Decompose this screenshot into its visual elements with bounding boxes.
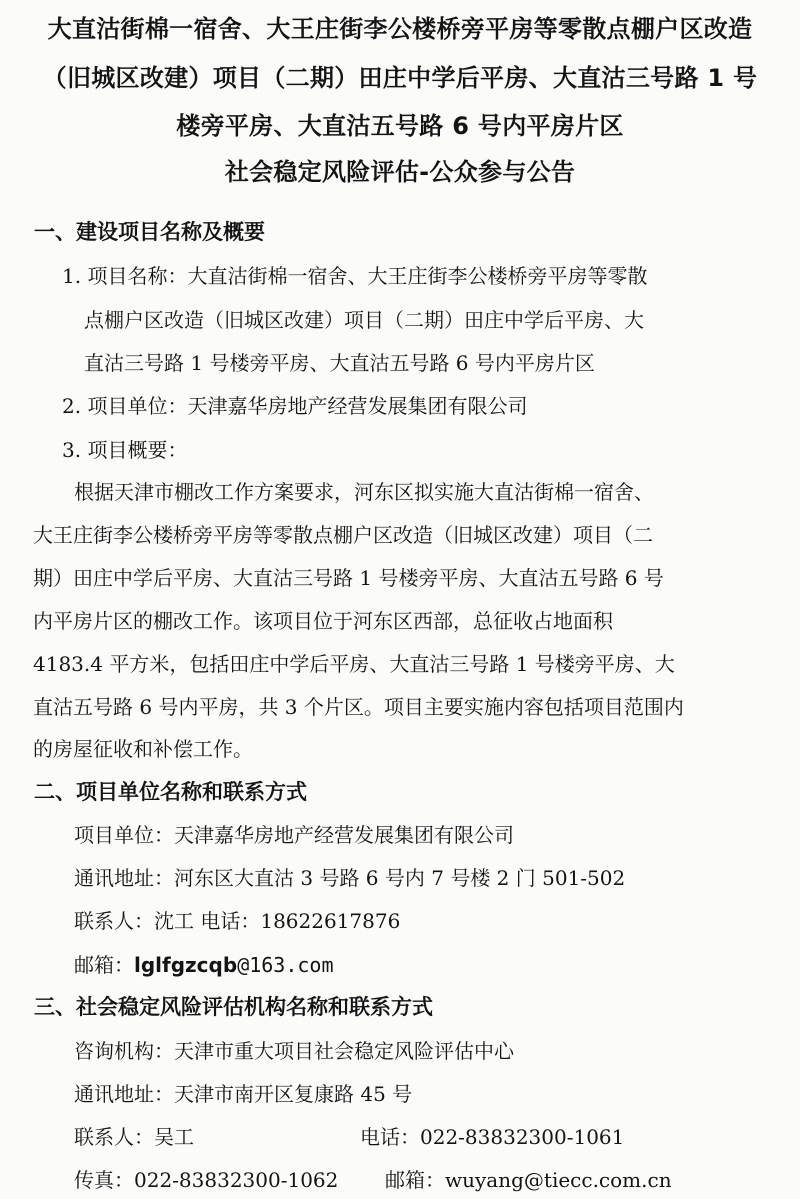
summary-line-4: 内平房片区的棚改工作。该项目位于河东区西部，总征收占地面积 <box>33 609 613 633</box>
title-line-4: 社会稳定风险评估-公众参与公告 <box>224 158 576 186</box>
summary-line-7: 的房屋征收和补偿工作。 <box>33 737 253 761</box>
agency-phone: 电话：022-83832300-1061 <box>360 1125 625 1149</box>
section-3-heading: 三、社会稳定风险评估机构名称和联系方式 <box>34 995 433 1019</box>
section-2-heading: 二、项目单位名称和联系方式 <box>34 780 307 804</box>
summary-line-1: 根据天津市棚改工作方案要求，河东区拟实施大直沽街棉一宿舍、 <box>74 480 654 504</box>
agency-contact: 联系人：吴工 <box>74 1125 194 1149</box>
agency-name: 咨询机构：天津市重大项目社会稳定风险评估中心 <box>74 1039 514 1063</box>
item-3: 3. 项目概要： <box>62 438 188 462</box>
item-1-line-2: 点棚户区改造（旧城区改建）项目（二期）田庄中学后平房、大 <box>84 308 644 332</box>
unit-email <box>74 951 334 979</box>
summary-line-5: 4183.4 平方米，包括田庄中学后平房、大直沽三号路 1 号楼旁平房、大 <box>33 652 675 676</box>
summary-line-3: 期）田庄中学后平房、大直沽三号路 1 号楼旁平房、大直沽五号路 6 号 <box>33 566 664 590</box>
item-1-line-3: 直沽三号路 1 号楼旁平房、大直沽五号路 6 号内平房片区 <box>84 351 595 375</box>
unit-address <box>74 864 625 892</box>
item-1-line-1: 1. 项目名称：大直沽街棉一宿舍、大王庄街李公楼桥旁平房等零散 <box>62 264 648 288</box>
project-unit: 项目单位：天津嘉华房地产经营发展集团有限公司 <box>74 823 514 847</box>
title-line-1: 大直沽街棉一宿舍、大王庄街李公楼桥旁平房等零散点棚户区改造 <box>47 15 753 43</box>
section-1-heading: 一、建设项目名称及概要 <box>34 220 265 244</box>
agency-email: 邮箱：wuyang@tiecc.com.cn <box>385 1168 672 1192</box>
unit-contact: 联系人：沈工 电话：18622617876 <box>74 909 401 933</box>
summary-line-6: 直沽五号路 6 号内平房，共 3 个片区。项目主要实施内容包括项目范围内 <box>33 695 684 719</box>
title-line-3: 楼旁平房、大直沽五号路 6 号内平房片区 <box>176 112 624 140</box>
item-2: 2. 项目单位：天津嘉华房地产经营发展集团有限公司 <box>62 394 528 418</box>
agency-address: 通讯地址：天津市南开区复康路 45 号 <box>74 1082 413 1106</box>
unit-email-user: lglfgzcqb <box>134 953 238 977</box>
unit-email-domain: @163.com <box>237 953 334 977</box>
unit-email-label: 邮箱： <box>74 953 134 977</box>
summary-line-2: 大王庄街李公楼桥旁平房等零散点棚户区改造（旧城区改建）项目（二 <box>33 523 653 547</box>
agency-fax: 传真：022-83832300-1062 <box>74 1168 339 1192</box>
unit-address-value: 河东区大直沽 3 号路 6 号内 7 号楼 2 门 501-502 <box>174 866 626 890</box>
title-line-2: （旧城区改建）项目（二期）田庄中学后平房、大直沽三号路 1 号 <box>42 64 758 92</box>
unit-address-label: 通讯地址： <box>74 866 174 890</box>
